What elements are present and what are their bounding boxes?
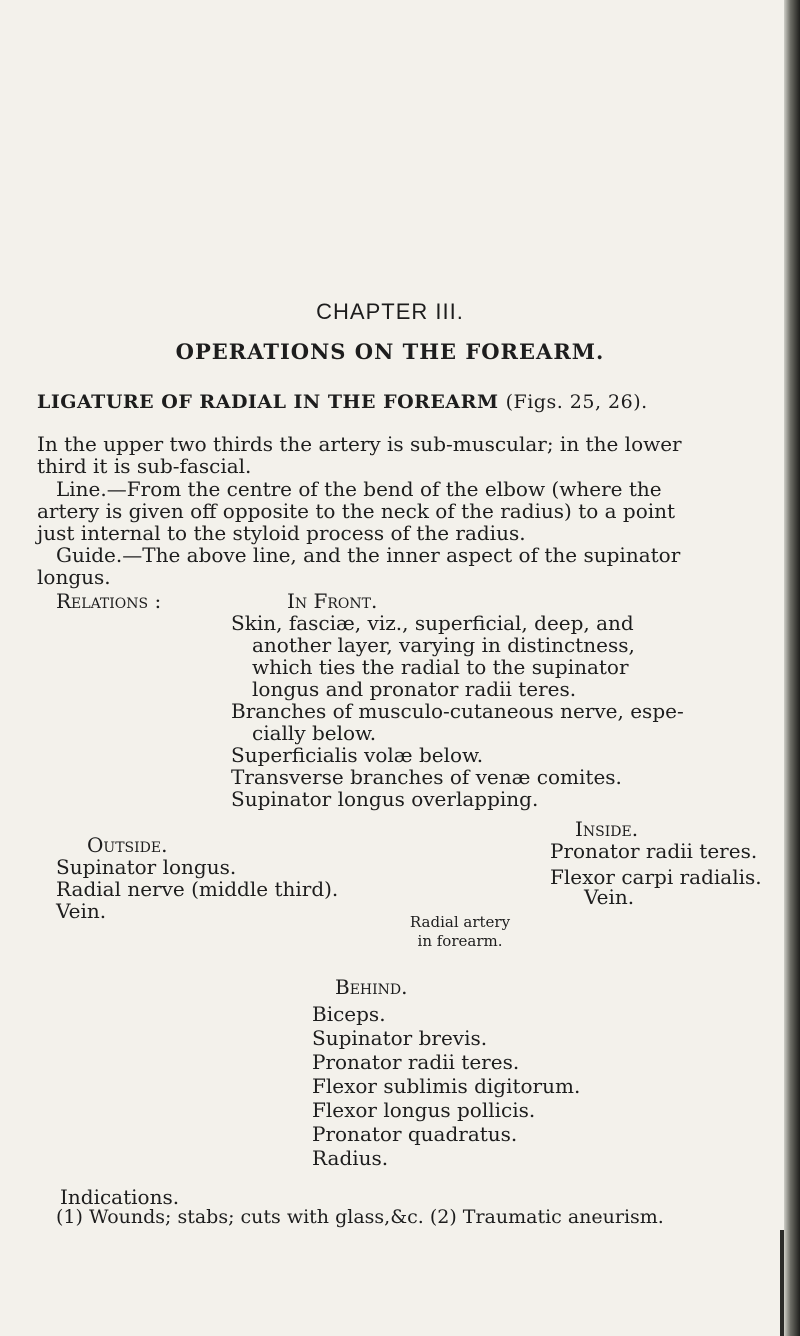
intro-line-1: In the upper two thirds the artery is sub-muscular; in the lower: [37, 432, 682, 456]
chapter-heading: CHAPTER III.: [316, 299, 464, 324]
line-para-2: artery is given off opposite to the neck of the radius) to a point: [37, 499, 676, 523]
relations-label: Relations :: [56, 589, 162, 613]
center-label-line-2: in forearm.: [417, 932, 503, 950]
behind-line-1: Biceps.: [312, 1002, 386, 1026]
outside-label: Outside.: [87, 833, 168, 857]
outside-line-1: Supinator longus.: [56, 855, 237, 879]
outside-line-2: Radial nerve (middle third).: [56, 877, 339, 901]
guide-para-1: Guide.—The above line, and the inner aspect of the supinator: [56, 543, 681, 567]
indications-text: (1) Wounds; stabs; cuts with glass,&c. (2) Traumatic aneurism.: [56, 1206, 664, 1228]
front-line-6: cially below.: [252, 721, 377, 745]
behind-line-6: Pronator quadratus.: [312, 1122, 518, 1146]
guide-para-2: longus.: [37, 565, 111, 589]
behind-line-2: Supinator brevis.: [312, 1026, 488, 1050]
front-line-1: Skin, fasciæ, viz., superficial, deep, and: [231, 611, 634, 635]
figure-reference: (Figs. 25, 26).: [505, 391, 648, 413]
section-title: LIGATURE OF RADIAL IN THE FOREARM: [37, 391, 499, 413]
behind-line-4: Flexor sublimis digitorum.: [312, 1074, 581, 1098]
indications-label: Indications.: [60, 1185, 180, 1209]
front-line-3: which ties the radial to the supinator: [252, 655, 629, 679]
front-line-5: Branches of musculo-cutaneous nerve, espe-: [231, 699, 684, 723]
line-para-3: just internal to the styloid process of the radius.: [37, 521, 526, 545]
front-line-4: longus and pronator radii teres.: [252, 677, 577, 701]
behind-line-5: Flexor longus pollicis.: [312, 1098, 536, 1122]
inside-label: Inside.: [575, 817, 639, 841]
chapter-title: OPERATIONS ON THE FOREARM.: [175, 339, 605, 364]
page-edge-shadow-bottom: [780, 1230, 784, 1336]
behind-line-3: Pronator radii teres.: [312, 1050, 520, 1074]
page-edge-shadow: [784, 0, 800, 1336]
center-label-line-1: Radial artery: [409, 913, 511, 931]
front-line-2: another layer, varying in distinctness,: [252, 633, 635, 657]
inside-line-1: Pronator radii teres.: [550, 839, 758, 863]
front-line-9: Supinator longus overlapping.: [231, 787, 539, 811]
intro-line-2: third it is sub-fascial.: [37, 454, 252, 478]
inside-line-2: Flexor carpi radialis.: [550, 865, 762, 889]
line-para-1: Line.—From the centre of the bend of the elbow (where the: [56, 477, 662, 501]
section-heading: [37, 391, 777, 413]
front-line-8: Transverse branches of venæ comites.: [231, 765, 622, 789]
outside-line-3: Vein.: [56, 899, 107, 923]
in-front-label: In Front.: [287, 589, 378, 613]
behind-label: Behind.: [335, 975, 408, 999]
inside-line-3: Vein.: [584, 885, 635, 909]
behind-line-7: Radius.: [312, 1146, 389, 1170]
front-line-7: Superficialis volæ below.: [231, 743, 484, 767]
